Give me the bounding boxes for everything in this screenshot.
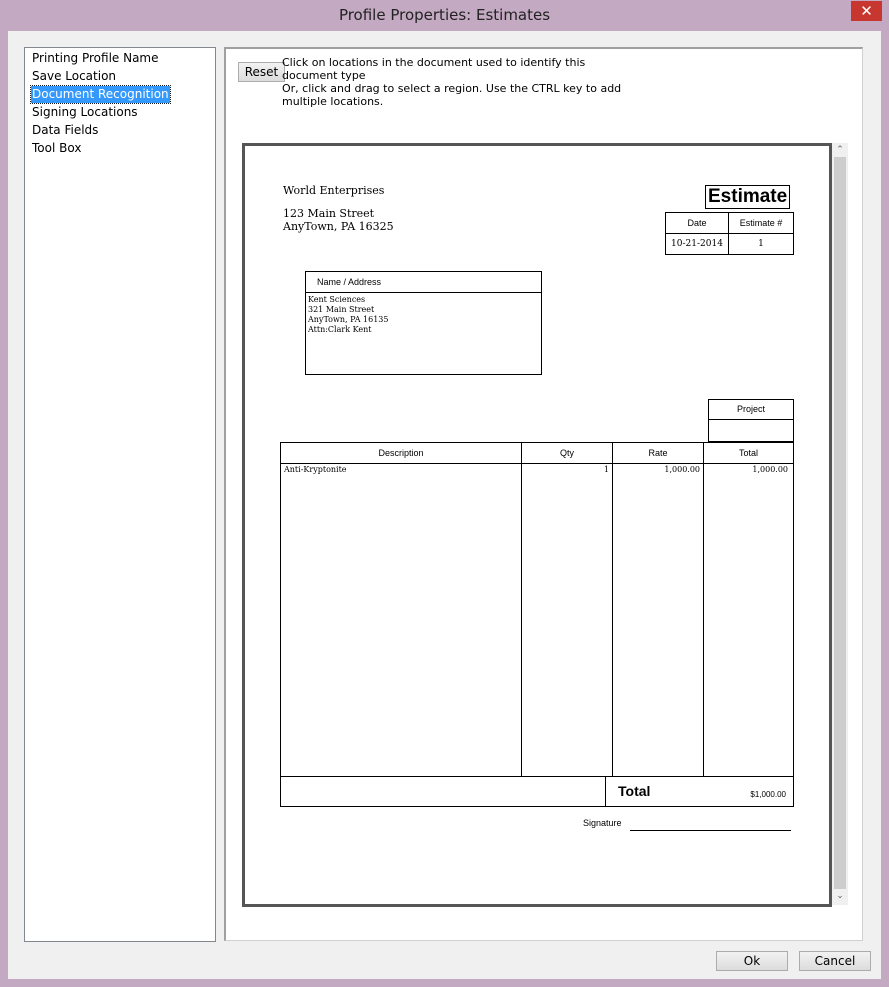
item-rate[interactable]: 1,000.00 bbox=[664, 465, 700, 474]
name-address-header[interactable]: Name / Address bbox=[306, 272, 541, 293]
item-description[interactable]: Anti-Kryptonite bbox=[284, 465, 347, 474]
project-header[interactable]: Project bbox=[709, 400, 793, 420]
cancel-button[interactable]: Cancel bbox=[799, 951, 871, 971]
description-header[interactable]: Description bbox=[378, 448, 424, 458]
total-label[interactable]: Total bbox=[618, 783, 651, 799]
column-divider bbox=[703, 443, 704, 776]
instruction-line: multiple locations. bbox=[282, 95, 384, 108]
scroll-down-icon[interactable]: ⌄ bbox=[836, 891, 844, 901]
total-row-divider bbox=[281, 776, 793, 777]
company-address-line-2[interactable]: AnyTown, PA 16325 bbox=[283, 220, 394, 233]
date-value[interactable]: 10-21-2014 bbox=[666, 234, 729, 255]
close-button[interactable]: ✕ bbox=[851, 1, 882, 21]
column-divider bbox=[612, 443, 613, 776]
qty-header[interactable]: Qty bbox=[559, 448, 574, 458]
column-divider bbox=[521, 443, 522, 776]
estimate-number-value[interactable]: 1 bbox=[729, 234, 794, 255]
date-estimate-table bbox=[665, 212, 794, 255]
reset-button[interactable]: Reset bbox=[238, 62, 285, 82]
company-name[interactable]: World Enterprises bbox=[283, 184, 385, 197]
header-divider bbox=[281, 463, 793, 464]
nav-item-data-fields[interactable]: Data Fields bbox=[32, 123, 99, 137]
item-qty[interactable]: 1 bbox=[603, 465, 609, 474]
customer-line: 321 Main Street bbox=[308, 305, 375, 314]
nav-item-tool-box[interactable]: Tool Box bbox=[32, 141, 82, 155]
date-header[interactable]: Date bbox=[666, 213, 729, 234]
document-scrollbar[interactable] bbox=[832, 143, 848, 905]
scroll-thumb[interactable] bbox=[834, 157, 846, 889]
customer-address[interactable] bbox=[306, 293, 541, 335]
estimate-number-header[interactable]: Estimate # bbox=[729, 213, 794, 234]
ok-button[interactable]: Ok bbox=[716, 951, 788, 971]
nav-item-save-location[interactable]: Save Location bbox=[32, 69, 117, 83]
company-address-line-1[interactable]: 123 Main Street bbox=[283, 207, 375, 220]
instruction-line: Or, click and drag to select a region. Use the CTRL key to add bbox=[282, 82, 622, 95]
customer-line: Attn:Clark Kent bbox=[308, 325, 372, 334]
total-header[interactable]: Total bbox=[738, 448, 758, 458]
total-value[interactable]: $1,000.00 bbox=[750, 790, 786, 799]
instruction-line: Click on locations in the document used to identify this document type bbox=[282, 56, 586, 82]
window-title: Profile Properties: Estimates bbox=[338, 6, 551, 24]
total-row-divider-vertical bbox=[605, 776, 606, 806]
signature-line[interactable] bbox=[630, 830, 791, 831]
instructions-text bbox=[282, 56, 622, 108]
nav-item-signing-locations[interactable]: Signing Locations bbox=[32, 105, 138, 119]
title-bar[interactable] bbox=[0, 0, 889, 31]
rate-header[interactable]: Rate bbox=[648, 448, 668, 458]
scroll-up-icon[interactable]: ⌃ bbox=[836, 145, 844, 155]
document-preview[interactable] bbox=[242, 143, 832, 907]
line-items-table bbox=[280, 442, 794, 807]
customer-line: Kent Sciences bbox=[308, 295, 366, 304]
estimate-heading[interactable]: Estimate bbox=[705, 185, 790, 209]
name-address-box bbox=[305, 271, 542, 375]
customer-line: AnyTown, PA 16135 bbox=[308, 315, 389, 324]
settings-nav-list[interactable] bbox=[24, 47, 216, 942]
item-total[interactable]: 1,000.00 bbox=[752, 465, 788, 474]
nav-item-printing-profile-name[interactable]: Printing Profile Name bbox=[32, 51, 159, 65]
signature-label[interactable]: Signature bbox=[583, 818, 622, 828]
nav-item-document-recognition[interactable]: Document Recognition bbox=[32, 87, 169, 101]
project-box bbox=[708, 399, 794, 442]
